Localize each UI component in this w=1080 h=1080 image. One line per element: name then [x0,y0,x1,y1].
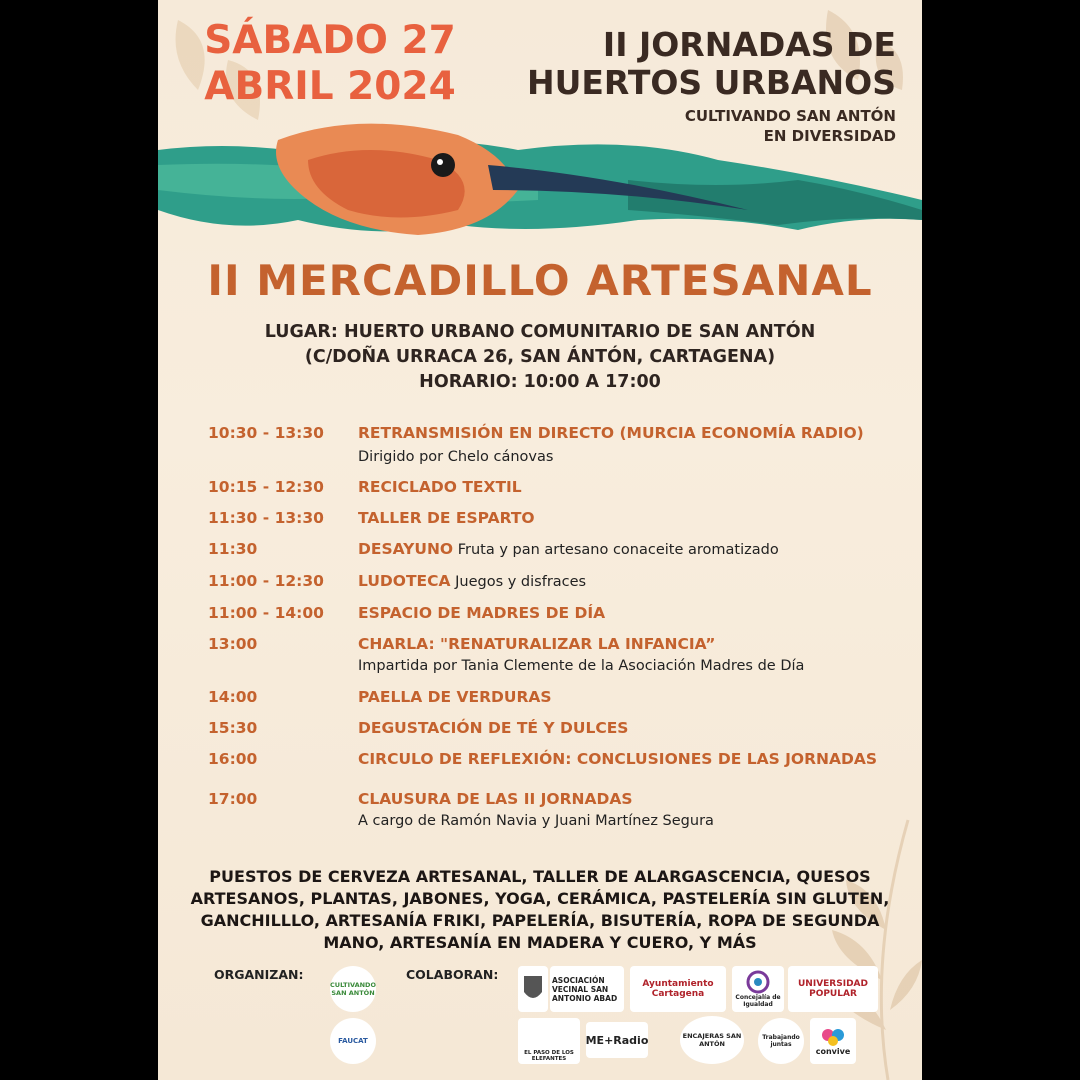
schedule-time: 10:30 - 13:30 [208,424,324,442]
asociacion-logo-text: ASOCIACIÓN VECINAL SAN ANTONIO ABAD [552,975,618,1003]
event-poster [158,0,922,1080]
schedule-description [358,570,898,593]
schedule-activity: ESPACIO DE MADRES DE DÍA [358,604,606,622]
encajeras-logo-text: ENCAJERAS SAN ANTÓN [682,1032,742,1048]
schedule-list [208,422,898,841]
schedule-activity: CHARLA: "RENATURALIZAR LA INFANCIA” [358,635,716,653]
asociacion-logo [550,966,624,1012]
place-line-2: (C/DOÑA URRACA 26, SAN ÁNTÓN, CARTAGENA) [304,347,776,367]
event-date [196,18,464,110]
schedule-description [358,422,898,468]
schedule-activity: TALLER DE ESPARTO [358,509,535,527]
trabajando-logo [758,1018,804,1064]
schedule-time: 10:15 - 12:30 [208,478,324,496]
schedule-time: 14:00 [208,688,258,706]
universidad-logo-text: UNIVERSIDAD POPULAR [798,979,868,999]
schedule-row [208,476,898,498]
schedule-description [358,633,898,677]
igualdad-logo [732,966,784,1012]
subtitle-line-1: CULTIVANDO SAN ANTÓN [684,107,896,125]
schedule-time: 11:30 [208,540,258,558]
schedule-description [358,748,898,770]
event-location [158,320,922,395]
schedule-detail: Juegos y disfraces [450,574,587,590]
schedule-description [358,686,898,708]
crest-logo [518,966,548,1012]
bird-illustration [158,120,922,250]
schedule-time: 15:30 [208,719,258,737]
schedule-activity: RETRANSMISIÓN EN DIRECTO (MURCIA ECONOMÍA RADIO) [358,424,864,442]
schedule-row [208,422,898,468]
schedule-row [208,507,898,529]
meradio-logo-text: ME+Radio [586,1033,648,1047]
title-line-2: HUERTOS URBANOS [526,63,896,102]
schedule-activity: LUDOTECA [358,572,451,590]
schedule-description [358,788,898,832]
faucat-logo-text: FAUCAT [338,1037,368,1045]
schedule-activity: RECICLADO TEXTIL [358,478,522,496]
schedule-activity: DEGUSTACIÓN DE TÉ Y DULCES [358,719,629,737]
schedule-detail: Fruta y pan artesano conaceite aromatizado [453,542,779,558]
schedule-activity: CLAUSURA DE LAS II JORNADAS [358,790,633,808]
ayuntamiento-logo [630,966,726,1012]
schedule-description [358,717,898,739]
convive-logo [810,1018,856,1064]
schedule-row [208,788,898,832]
date-line-1: SÁBADO 27 [204,18,456,63]
faucat-logo [330,1018,376,1064]
schedule-time: 13:00 [208,635,258,653]
stalls-list: PUESTOS DE CERVEZA ARTESANAL, TALLER DE ALARGASCENCIA, QUESOS ARTESANOS, PLANTAS, JABONES, YOGA, CERÁMICA, PASTELERÍA SIN GLUTEN, GANCHILLLO, ARTESANÍA FRIKI, PAPELERÍA, BISUTERÍA, ROPA DE SEGUNDA MANO, ARTESANÍA EN MADERA Y CUERO, Y MÁS [190,867,890,952]
convive-logo-text: convive [815,1046,851,1056]
encajeras-logo [680,1016,744,1064]
schedule-description [358,507,898,529]
organizers-label: ORGANIZAN: [214,967,304,982]
cultivando-logo-text: CULTIVANDO SAN ANTÓN [330,981,376,997]
schedule-row [208,717,898,739]
schedule-row [208,633,898,677]
universidad-logo [788,966,878,1012]
elefantes-logo [518,1018,580,1064]
crest-icon [522,974,544,1004]
schedule-description [358,538,898,561]
market-title: II MERCADILLO ARTESANAL [207,256,873,305]
schedule-row [208,570,898,593]
collaborators-label: COLABORAN: [406,967,499,982]
subtitle-line-2: EN DIVERSIDAD [763,127,896,145]
schedule-activity: DESAYUNO [358,540,454,558]
schedule-time: 11:00 - 12:30 [208,572,324,590]
schedule-detail: A cargo de Ramón Navia y Juani Martínez Segura [358,813,714,829]
schedule-row [208,538,898,561]
igualdad-logo-text: Concejalía de Igualdad [735,994,781,1008]
schedule-time: 11:00 - 14:00 [208,604,324,622]
trabajando-logo-text: Trabajando juntas [762,1034,800,1048]
schedule-description [358,602,898,624]
schedule-row [208,602,898,624]
elefantes-logo-text: EL PASO DE LOS ELEFANTES [524,1050,574,1062]
schedule-row [208,748,898,770]
schedule-time: 17:00 [208,790,258,808]
meradio-logo [586,1022,648,1058]
convive-icon [820,1027,846,1047]
schedule-time: 16:00 [208,750,258,768]
schedule-row [208,686,898,708]
schedule-detail: Dirigido por Chelo cánovas [358,449,554,465]
schedule-description [358,476,898,498]
place-line-1: LUGAR: HUERTO URBANO COMUNITARIO DE SAN ANTÓN [264,322,816,342]
date-line-2: ABRIL 2024 [204,64,456,109]
igualdad-icon [745,970,771,994]
schedule-time: 11:30 - 13:30 [208,509,324,527]
event-hours: HORARIO: 10:00 A 17:00 [419,372,661,392]
schedule-activity: CIRCULO DE REFLEXIÓN: CONCLUSIONES DE LAS JORNADAS [358,750,878,768]
schedule-activity: PAELLA DE VERDURAS [358,688,552,706]
schedule-detail: Impartida por Tania Clemente de la Asociación Madres de Día [358,658,805,674]
title-line-1: II JORNADAS DE [602,25,896,64]
ayuntamiento-logo-text: Ayuntamiento Cartagena [642,979,714,999]
cultivando-logo [330,966,376,1012]
